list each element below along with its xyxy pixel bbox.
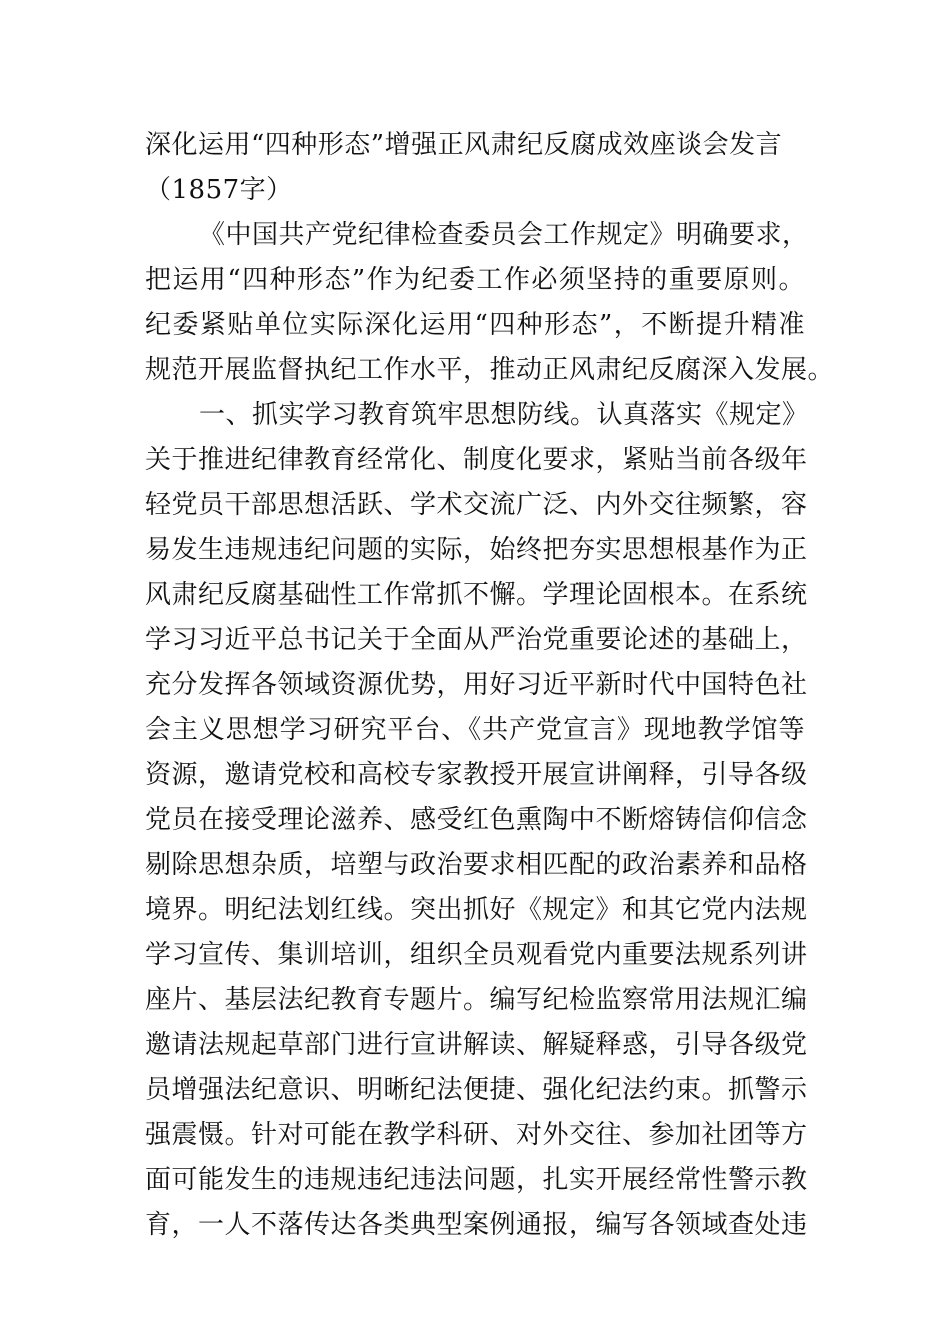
paragraph-line: 《中国共产党纪律检查委员会工作规定》明确要求， [199, 220, 809, 250]
document-body [145, 123, 835, 1248]
paragraph-line: 关于推进纪律教育经常化、制度化要求，紧贴当前各级年 [145, 445, 808, 475]
paragraph-line: 把运用“四种形态”作为纪委工作必须坚持的重要原则。 [145, 265, 805, 295]
paragraph-line: 轻党员干部思想活跃、学术交流广泛、内外交往频繁，容 [145, 490, 808, 520]
paragraph-line: 纪委紧贴单位实际深化运用“四种形态”，不断提升精准 [145, 310, 805, 340]
paragraph-line: 党员在接受理论滋养、感受红色熏陶中不断熔铸信仰信念 [145, 805, 808, 835]
paragraph-line: 境界。明纪法划红线。突出抓好《规定》和其它党内法规 [145, 895, 808, 925]
paragraph-section-one [145, 393, 809, 1248]
document-title-line-2: （1857字） [145, 175, 293, 205]
paragraph-line: 资源，邀请党校和高校专家教授开展宣讲阐释，引导各级 [145, 760, 808, 790]
document-title-line-1: 深化运用“四种形态”增强正风肃纪反腐成效座谈会发言 [145, 130, 783, 160]
paragraph-line: 座片、基层法纪教育专题片。编写纪检监察常用法规汇编 [145, 985, 808, 1015]
paragraph-line: 易发生违规违纪问题的实际，始终把夯实思想根基作为正 [145, 535, 808, 565]
paragraph-line: 一、抓实学习教育筑牢思想防线。认真落实《规定》 [199, 400, 809, 430]
paragraph-line: 面可能发生的违规违纪违法问题，扎实开展经常性警示教 [145, 1165, 808, 1195]
paragraph-line: 风肃纪反腐基础性工作常抓不懈。学理论固根本。在系统 [145, 580, 808, 610]
paragraph-line: 员增强法纪意识、明晰纪法便捷、强化纪法约束。抓警示 [145, 1075, 808, 1105]
paragraph-line: 育，一人不落传达各类典型案例通报，编写各领域查处违 [145, 1210, 808, 1240]
paragraph-intro [145, 213, 835, 393]
paragraph-line: 会主义思想学习研究平台、《共产党宣言》现地教学馆等 [145, 715, 805, 745]
paragraph-line: 充分发挥各领域资源优势，用好习近平新时代中国特色社 [145, 670, 808, 700]
paragraph-line: 剔除思想杂质，培塑与政治要求相匹配的政治素养和品格 [145, 850, 808, 880]
paragraph-line: 学习宣传、集训培训，组织全员观看党内重要法规系列讲 [145, 940, 808, 970]
paragraph-line: 邀请法规起草部门进行宣讲解读、解疑释惑，引导各级党 [145, 1030, 808, 1060]
paragraph-line: 学习习近平总书记关于全面从严治党重要论述的基础上， [145, 625, 808, 655]
paragraph-line: 强震慑。针对可能在教学科研、对外交往、参加社团等方 [145, 1120, 808, 1150]
paragraph-line: 规范开展监督执纪工作水平，推动正风肃纪反腐深入发展。 [145, 355, 835, 385]
